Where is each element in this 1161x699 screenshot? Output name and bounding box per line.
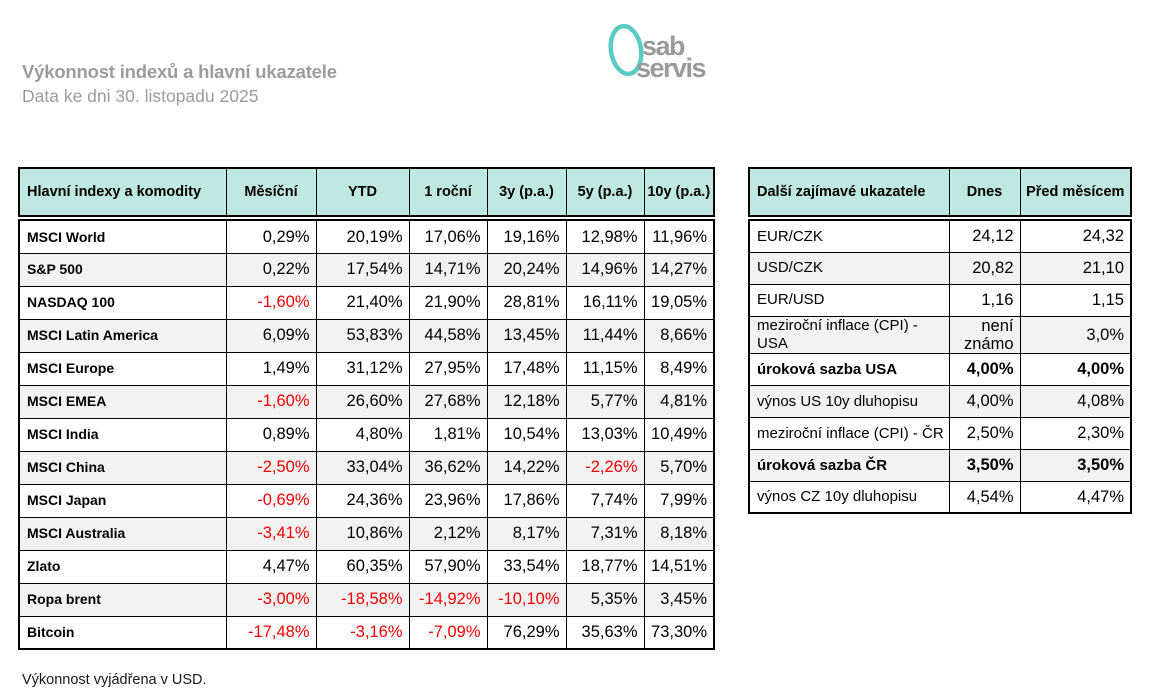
value-cell: 33,54% (487, 550, 566, 583)
value-cell: 7,31% (566, 517, 644, 550)
value-cell: 21,40% (316, 286, 409, 319)
value-cell: 19,16% (487, 220, 566, 253)
value-cell: 13,03% (566, 418, 644, 451)
value-cell: 73,30% (644, 616, 714, 649)
value-cell: 3,0% (1020, 316, 1131, 353)
value-cell: 5,70% (644, 451, 714, 484)
value-cell: -14,92% (409, 583, 487, 616)
table-row (749, 316, 1131, 353)
table-row (19, 319, 714, 352)
row-label: úroková sazba ČR (749, 449, 949, 481)
value-cell: -1,60% (226, 286, 316, 319)
value-cell: 4,08% (1020, 385, 1131, 417)
value-cell: 4,00% (949, 385, 1020, 417)
value-cell: 57,90% (409, 550, 487, 583)
value-cell: -0,69% (226, 484, 316, 517)
table-row (749, 385, 1131, 417)
row-label: meziroční inflace (CPI) - ČR (749, 417, 949, 449)
value-cell: 8,17% (487, 517, 566, 550)
page-subtitle: Data ke dni 30. listopadu 2025 (22, 86, 259, 106)
table-row (19, 352, 714, 385)
column-header: Měsíční (226, 168, 316, 216)
value-cell: 76,29% (487, 616, 566, 649)
row-label: MSCI China (19, 451, 226, 484)
value-cell: 53,83% (316, 319, 409, 352)
value-cell: 0,22% (226, 253, 316, 286)
row-label: výnos US 10y dluhopisu (749, 385, 949, 417)
table-row (749, 417, 1131, 449)
column-header: Dnes (949, 168, 1020, 216)
row-label: Bitcoin (19, 616, 226, 649)
value-cell: 1,16 (949, 284, 1020, 316)
table-row (749, 252, 1131, 284)
footnote: Výkonnost vyjádřena v USD. (22, 672, 207, 688)
value-cell: 17,54% (316, 253, 409, 286)
value-cell: 7,74% (566, 484, 644, 517)
page-title: Výkonnost indexů a hlavní ukazatele (22, 61, 337, 82)
table-row (749, 220, 1131, 252)
value-cell: 28,81% (487, 286, 566, 319)
value-cell: 6,09% (226, 319, 316, 352)
table-row (19, 451, 714, 484)
value-cell: 3,50% (949, 449, 1020, 481)
value-cell: 5,35% (566, 583, 644, 616)
row-label: výnos CZ 10y dluhopisu (749, 481, 949, 513)
table-row (19, 418, 714, 451)
report-header (22, 61, 337, 107)
row-label: NASDAQ 100 (19, 286, 226, 319)
value-cell: -10,10% (487, 583, 566, 616)
value-cell: 21,10 (1020, 252, 1131, 284)
value-cell: 2,12% (409, 517, 487, 550)
main-indices-table-body (18, 219, 715, 650)
value-cell: 4,80% (316, 418, 409, 451)
table-row (19, 286, 714, 319)
value-cell: 17,86% (487, 484, 566, 517)
value-cell: 2,30% (1020, 417, 1131, 449)
value-cell: -3,16% (316, 616, 409, 649)
logo-graphic (597, 18, 757, 96)
row-label: MSCI EMEA (19, 385, 226, 418)
table-row (19, 385, 714, 418)
value-cell: 20,24% (487, 253, 566, 286)
row-label: Ropa brent (19, 583, 226, 616)
value-cell: 24,32 (1020, 220, 1131, 252)
column-header: 10y (p.a.) (644, 168, 714, 216)
value-cell: 19,05% (644, 286, 714, 319)
value-cell: 44,58% (409, 319, 487, 352)
table-row (19, 484, 714, 517)
value-cell: 13,45% (487, 319, 566, 352)
column-header: 5y (p.a.) (566, 168, 644, 216)
value-cell: 8,66% (644, 319, 714, 352)
table-row (749, 481, 1131, 513)
table-row (19, 550, 714, 583)
value-cell: 35,63% (566, 616, 644, 649)
value-cell: 0,89% (226, 418, 316, 451)
table-row (749, 449, 1131, 481)
value-cell: -18,58% (316, 583, 409, 616)
value-cell: 1,81% (409, 418, 487, 451)
logo-text-line1: sab (642, 31, 685, 61)
value-cell: 4,54% (949, 481, 1020, 513)
header-row (749, 168, 1131, 216)
value-cell: -2,26% (566, 451, 644, 484)
value-cell: 14,96% (566, 253, 644, 286)
table-title-header: Hlavní indexy a komodity (19, 168, 226, 216)
row-label: Zlato (19, 550, 226, 583)
value-cell: 20,19% (316, 220, 409, 253)
value-cell: 4,47% (1020, 481, 1131, 513)
column-header: YTD (316, 168, 409, 216)
table-row (19, 220, 714, 253)
value-cell: 10,49% (644, 418, 714, 451)
row-label: meziroční inflace (CPI) - USA (749, 316, 949, 353)
table-row (19, 517, 714, 550)
value-cell: 31,12% (316, 352, 409, 385)
value-cell: 2,50% (949, 417, 1020, 449)
value-cell: 14,71% (409, 253, 487, 286)
value-cell: 24,12 (949, 220, 1020, 252)
value-cell: -17,48% (226, 616, 316, 649)
value-cell: 4,81% (644, 385, 714, 418)
row-label: úroková sazba USA (749, 353, 949, 385)
value-cell: 18,77% (566, 550, 644, 583)
value-cell: není známo (949, 316, 1020, 353)
value-cell: 4,00% (1020, 353, 1131, 385)
value-cell: -2,50% (226, 451, 316, 484)
value-cell: 10,86% (316, 517, 409, 550)
row-label: MSCI Europe (19, 352, 226, 385)
row-label: MSCI Australia (19, 517, 226, 550)
value-cell: -7,09% (409, 616, 487, 649)
row-label: S&P 500 (19, 253, 226, 286)
value-cell: 17,06% (409, 220, 487, 253)
sab-servis-logo (597, 18, 757, 96)
row-label: USD/CZK (749, 252, 949, 284)
indicators-table-header (748, 167, 1132, 217)
value-cell: 27,68% (409, 385, 487, 418)
row-label: MSCI India (19, 418, 226, 451)
table-row (19, 253, 714, 286)
row-label: MSCI Japan (19, 484, 226, 517)
table-row (19, 616, 714, 649)
value-cell: -1,60% (226, 385, 316, 418)
row-label: MSCI World (19, 220, 226, 253)
value-cell: 27,95% (409, 352, 487, 385)
column-header: 3y (p.a.) (487, 168, 566, 216)
value-cell: 26,60% (316, 385, 409, 418)
value-cell: 12,18% (487, 385, 566, 418)
value-cell: 4,47% (226, 550, 316, 583)
column-header: 1 roční (409, 168, 487, 216)
value-cell: -3,00% (226, 583, 316, 616)
value-cell: 20,82 (949, 252, 1020, 284)
value-cell: 3,45% (644, 583, 714, 616)
value-cell: 14,22% (487, 451, 566, 484)
value-cell: 14,27% (644, 253, 714, 286)
row-label: EUR/USD (749, 284, 949, 316)
table-row (19, 583, 714, 616)
value-cell: 5,77% (566, 385, 644, 418)
value-cell: 17,48% (487, 352, 566, 385)
table-row (749, 284, 1131, 316)
value-cell: 14,51% (644, 550, 714, 583)
value-cell: 8,18% (644, 517, 714, 550)
value-cell: 11,96% (644, 220, 714, 253)
value-cell: 12,98% (566, 220, 644, 253)
value-cell: 21,90% (409, 286, 487, 319)
value-cell: 11,15% (566, 352, 644, 385)
value-cell: 23,96% (409, 484, 487, 517)
value-cell: 24,36% (316, 484, 409, 517)
value-cell: 16,11% (566, 286, 644, 319)
main-indices-table-header (18, 167, 715, 217)
indicators-table (748, 167, 1130, 514)
value-cell: 1,49% (226, 352, 316, 385)
value-cell: 11,44% (566, 319, 644, 352)
column-header: Před měsícem (1020, 168, 1131, 216)
value-cell: 0,29% (226, 220, 316, 253)
value-cell: 3,50% (1020, 449, 1131, 481)
value-cell: 36,62% (409, 451, 487, 484)
value-cell: 1,15 (1020, 284, 1131, 316)
table-title-header: Další zajímavé ukazatele (749, 168, 949, 216)
header-row (19, 168, 714, 216)
value-cell: 4,00% (949, 353, 1020, 385)
value-cell: 60,35% (316, 550, 409, 583)
value-cell: 7,99% (644, 484, 714, 517)
value-cell: 10,54% (487, 418, 566, 451)
main-indices-table (18, 167, 713, 650)
row-label: MSCI Latin America (19, 319, 226, 352)
value-cell: -3,41% (226, 517, 316, 550)
value-cell: 33,04% (316, 451, 409, 484)
indicators-table-body (748, 219, 1132, 514)
logo-text-line2: servis (636, 53, 706, 83)
table-row (749, 353, 1131, 385)
value-cell: 8,49% (644, 352, 714, 385)
row-label: EUR/CZK (749, 220, 949, 252)
